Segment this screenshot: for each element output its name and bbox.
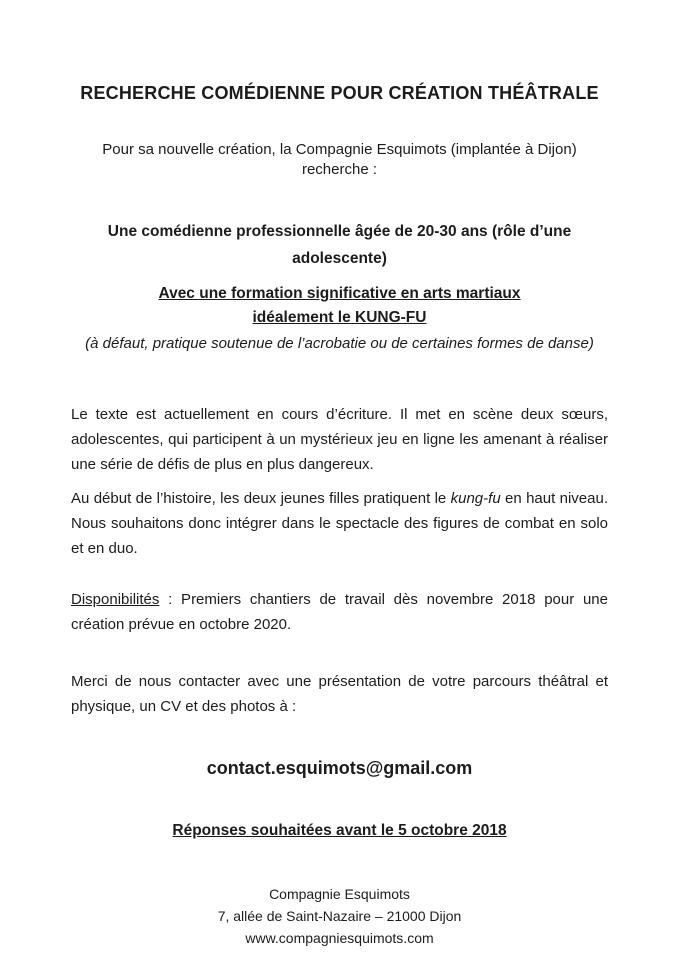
footer-website: www.compagniesquimots.com <box>245 930 434 946</box>
availability-label: Disponibilités <box>71 591 160 608</box>
synopsis-paragraph-1: Le texte est actuellement en cours d’écriture. Il met en scène deux sœurs, adolescentes, qui participent à un mystérieux jeu en ligne les amenant à réaliser une série de défis de plus en plus dangereux. <box>71 406 608 473</box>
footer <box>71 883 608 949</box>
requirement-note: (à défaut, pratique soutenue de l’acrobatie ou de certaines formes de danse) <box>85 335 594 352</box>
martial-arts-requirement-line1: Avec une formation significative en arts martiaux <box>158 285 521 302</box>
footer-company-name: Compagnie Esquimots <box>269 886 410 902</box>
intro-text: Pour sa nouvelle création, la Compagnie Esquimots (implantée à Dijon) recherche : <box>102 141 577 178</box>
martial-arts-requirement <box>71 282 608 330</box>
synopsis-paragraph-2-text-start: Au début de l’histoire, les deux jeunes filles pratiquent le <box>71 490 451 507</box>
availability-paragraph <box>71 587 608 637</box>
availability-text: : Premiers chantiers de travail dès novembre 2018 pour une création prévue en octobre 2020. <box>71 591 608 633</box>
martial-arts-requirement-line2: idéalement le KUNG-FU <box>252 309 427 326</box>
contact-request-paragraph: Merci de nous contacter avec une présentation de votre parcours théâtral et physique, un CV et des photos à : <box>71 673 608 715</box>
kung-fu-term: kung-fu <box>450 490 501 507</box>
contact-email: contact.esquimots@gmail.com <box>206 758 473 778</box>
footer-address: 7, allée de Saint-Nazaire – 21000 Dijon <box>217 908 462 924</box>
synopsis-paragraph-2 <box>71 486 608 561</box>
response-deadline: Réponses souhaitées avant le 5 octobre 2018 <box>172 822 507 839</box>
page-title: RECHERCHE COMÉDIENNE POUR CRÉATION THÉÂTRALE <box>80 83 599 103</box>
synopsis-paragraph-2-text-end: en haut niveau. Nous souhaitons donc intégrer dans le spectacle des figures de combat en solo et en duo. <box>71 490 608 557</box>
role-requirement: Une comédienne professionnelle âgée de 20-30 ans (rôle d’une adolescente) <box>107 223 572 267</box>
